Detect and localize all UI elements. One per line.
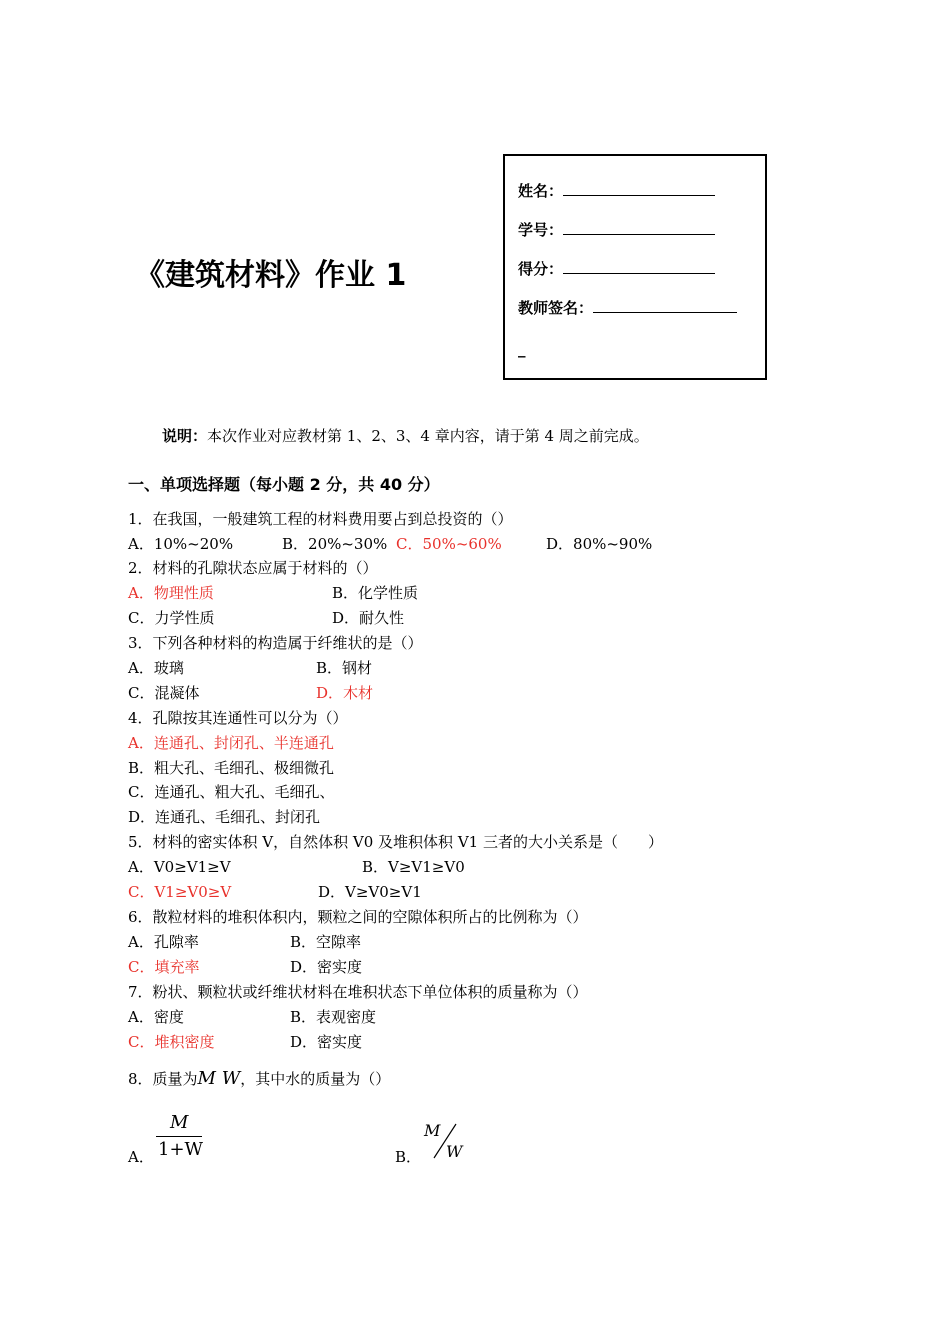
teacher-signature-label: 教师签名： — [518, 299, 594, 317]
student-id-field[interactable] — [518, 219, 715, 240]
student-id-blank[interactable] — [563, 220, 715, 235]
question-5: 5．材料的密实体积 V，自然体积 V0 及堆积体积 V1 三者的大小关系是（ ） — [128, 833, 663, 851]
section-title: 一、单项选择题（每小题 2 分，共 40 分） — [128, 475, 440, 494]
q2-option-d: D．耐久性 — [332, 609, 405, 627]
q6-option-a: A．孔隙率 — [128, 933, 199, 951]
q5-option-d: D．V≥V0≥V1 — [318, 883, 422, 901]
q5-option-a: A．V0≥V1≥V — [128, 858, 231, 876]
q8-option-a-label: A． — [128, 1148, 154, 1166]
question-4: 4．孔隙按其连通性可以分为（） — [128, 709, 348, 727]
question-6: 6．散粒材料的堆积体积内，颗粒之间的空隙体积所占的比例称为（） — [128, 908, 588, 926]
teacher-signature-field[interactable] — [518, 297, 737, 318]
q7-option-a: A．密度 — [128, 1008, 184, 1026]
q1-option-d: D．80%~90% — [546, 535, 653, 553]
name-label: 姓名： — [518, 182, 564, 200]
q7-option-c-answer: C．堆积密度 — [128, 1033, 215, 1051]
q8-option-b-label: B． — [395, 1148, 422, 1166]
trailing-underscore: _ — [518, 340, 526, 358]
name-field[interactable] — [518, 180, 715, 201]
q8-suffix: ，其中水的质量为（） — [240, 1070, 391, 1088]
q3-option-a: A．玻璃 — [128, 659, 184, 677]
q8-option-a-numerator: M — [170, 1112, 189, 1133]
q2-option-b: B．化学性质 — [332, 584, 419, 602]
question-3: 3．下列各种材料的构造属于纤维状的是（） — [128, 634, 423, 652]
q1-option-a: A．10%~20% — [128, 535, 234, 553]
instructions-note — [162, 425, 649, 446]
q2-option-c: C．力学性质 — [128, 609, 215, 627]
page-title: 《建筑材料》作业 1 — [135, 258, 407, 293]
q4-option-b: B．粗大孔、毛细孔、极细微孔 — [128, 759, 335, 777]
q3-option-d-answer: D．木材 — [316, 684, 374, 702]
score-label: 得分： — [518, 260, 564, 278]
q8-option-b-numerator: M — [424, 1121, 441, 1140]
q8-math-mw: M W — [197, 1068, 241, 1089]
question-1: 1．在我国，一般建筑工程的材料费用要占到总投资的（） — [128, 510, 513, 528]
q5-option-b: B．V≥V1≥V0 — [362, 858, 465, 876]
q5-option-c-answer: C．V1≥V0≥V — [128, 883, 232, 901]
q6-option-b: B．空隙率 — [290, 933, 362, 951]
note-text: 本次作业对应教材第 1、2、3、4 章内容，请于第 4 周之前完成。 — [207, 427, 649, 445]
name-blank[interactable] — [563, 181, 715, 196]
q8-option-b-denominator: W — [446, 1142, 463, 1161]
q6-option-d: D．密实度 — [290, 958, 363, 976]
note-label: 说明： — [162, 427, 208, 445]
q1-option-b: B．20%~30% — [282, 535, 388, 553]
q7-option-d: D．密实度 — [290, 1033, 363, 1051]
q6-option-c-answer: C．填充率 — [128, 958, 200, 976]
q8-prefix: 8．质量为 — [128, 1070, 198, 1088]
teacher-signature-blank[interactable] — [593, 298, 737, 313]
q3-option-c: C．混凝体 — [128, 684, 200, 702]
score-blank[interactable] — [563, 259, 715, 274]
q4-option-d: D．连通孔、毛细孔、封闭孔 — [128, 808, 321, 826]
question-8 — [128, 1068, 390, 1089]
student-id-label: 学号： — [518, 221, 564, 239]
q4-option-a-answer: A．连通孔、封闭孔、半连通孔 — [128, 734, 334, 752]
q8-option-a-denominator — [158, 1139, 203, 1160]
question-7: 7．粉状、颗粒状或纤维状材料在堆积状态下单位体积的质量称为（） — [128, 983, 588, 1001]
q8-option-a-fraction-bar — [156, 1136, 202, 1137]
q2-option-a-answer: A．物理性质 — [128, 584, 214, 602]
q1-option-c-answer: C．50%~60% — [396, 535, 502, 553]
q3-option-b: B．钢材 — [316, 659, 373, 677]
question-2: 2．材料的孔隙状态应属于材料的（） — [128, 559, 378, 577]
q4-option-c: C．连通孔、粗大孔、毛细孔、 — [128, 783, 335, 801]
score-field[interactable] — [518, 258, 715, 279]
q7-option-b: B．表观密度 — [290, 1008, 377, 1026]
q8-option-a-denominator-text: 1+W — [158, 1139, 204, 1160]
